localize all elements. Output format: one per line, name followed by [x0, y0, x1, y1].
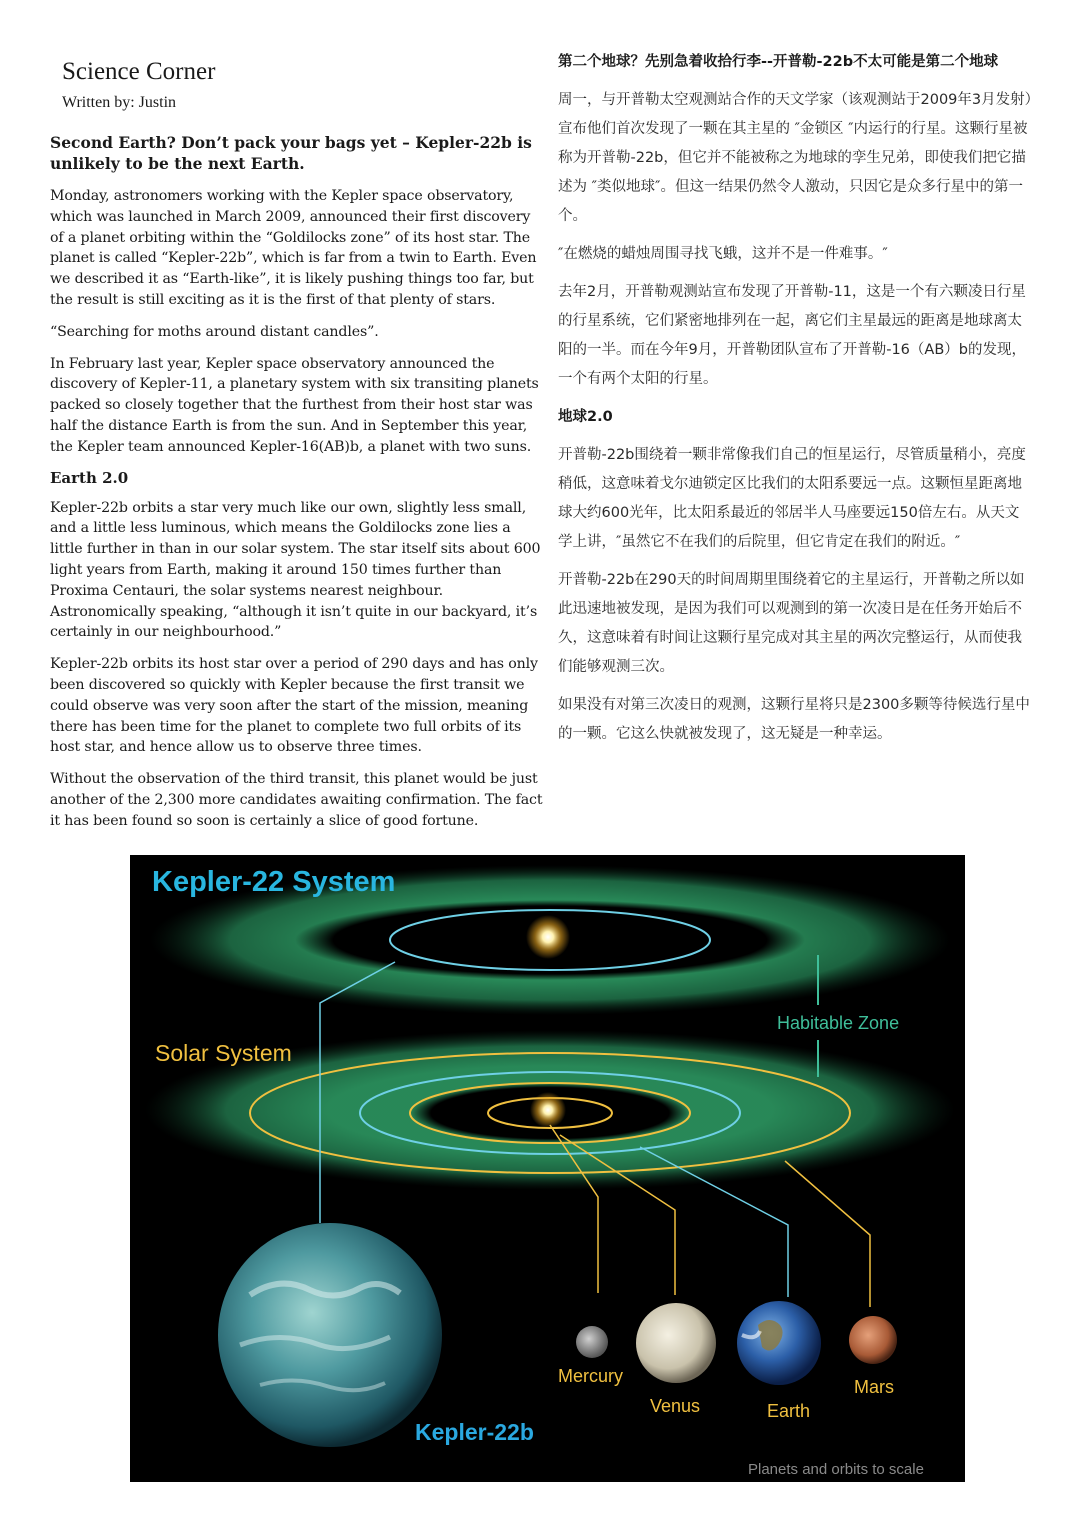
english-paragraph-6: Without the observation of the third transit, this planet would be just another of the 2,300 more candidates awaiting confirmation. The fact it has been found so soon is certainly a slice of good fortune.: [50, 771, 543, 829]
chinese-paragraph-4: 开普勒-22b围绕着一颗非常像我们自己的恒星运行，尽管质量稍小，亮度稍低，这意味着戈尔迪锁定区比我们的太阳系要远一点。这颗恒星距离地球大约600光年，比太阳系最近的邻居半人马座要远150倍左右。从天文学上讲，″虽然它不在我们的后院里，但它肯定在我们的附近。″: [558, 447, 1026, 550]
venus-planet: [636, 1303, 716, 1383]
kepler-22-star: [526, 915, 570, 959]
mars-planet: [849, 1316, 897, 1364]
scale-note: Planets and orbits to scale: [748, 1461, 924, 1478]
english-paragraph-3: In February last year, Kepler space observatory announced the discovery of Kepler-11, a planetary system with six transiting planets packed so closely together that the furthest from their host star was half the distance Earth is from the sun. And in September this year, the Kepler team announced Kepler-16(AB)b, a planet with two suns.: [50, 355, 539, 455]
mercury-planet: [576, 1326, 608, 1358]
english-headline: Second Earth? Don’t pack your bags yet – Kepler-22b is unlikely to be the next Earth.: [50, 133, 532, 173]
habitable-zone-label: Habitable Zone: [777, 1013, 900, 1033]
english-paragraph-2: “Searching for moths around distant candles”.: [50, 323, 379, 340]
kepler-22-system-figure: [130, 855, 965, 1482]
chinese-paragraph-5: 开普勒-22b在290天的时间周期里围绕着它的主星运行，开普勒之所以如此迅速地被发现，是因为我们可以观测到的第一次凌日是在任务开始后不久，这意味着有时间让这颗行星完成对其主星的两次完整运行，从而使我们能够观测三次。: [558, 572, 1025, 675]
english-paragraph-4: Kepler-22b orbits a star very much like our own, slightly less small, and a little less luminous, which means the Goldilocks zone lies a little further in than in our solar system. The star itself sits about 600 light years from Earth, making it around 150 times further than Proxima Centauri, the solar systems nearest neighbour. Astronomically speaking, “although it isn’t quite in our backyard, it’s certainly in our neighbourhood.”: [50, 499, 541, 641]
mars-label: Mars: [854, 1377, 894, 1397]
byline: Written by: Justin: [62, 94, 177, 111]
chinese-column: [558, 48, 1033, 758]
chinese-paragraph-2: ″在燃烧的蜡烛周围寻找飞蛾，这并不是一件难事。″: [558, 246, 888, 262]
mercury-label: Mercury: [558, 1366, 624, 1386]
system-diagram: [130, 855, 965, 1482]
mars-connector: [785, 1161, 870, 1307]
chinese-headline: 第二个地球？先别急着收拾行李--开普勒-22b不太可能是第二个地球: [558, 54, 999, 70]
chinese-paragraph-1: 周一，与开普勒太空观测站合作的天文学家（该观测站于2009年3月发射）宣布他们首次发现了一颗在其主星的 ″金锁区 ″内运行的行星。这颗行星被称为开普勒-22b，但它并不能被称之为地球的孪生兄弟，即使我们把它描述为 ″类似地球″。但这一结果仍然令人激动，只因它是众多行星中的第一个。: [558, 92, 1032, 224]
english-paragraph-1: Monday, astronomers working with the Kepler space observatory, which was launched in March 2009, announced their first discovery of a planet orbiting within the “Goldilocks zone” of its host star. The planet is called “Kepler-22b”, which is far from a twin to Earth. Even we described it as “Earth-like”, it is likely pushing things too far, but the result is still exciting as it is the first of that plenty of stars.: [50, 188, 537, 308]
venus-label: Venus: [650, 1396, 701, 1416]
earth-label: Earth: [767, 1401, 811, 1421]
chinese-subheading: 地球2.0: [558, 409, 613, 425]
solar-system-label: Solar System: [155, 1040, 292, 1066]
figure-title: Kepler-22 System: [152, 866, 396, 898]
masthead-title: Science Corner: [62, 58, 216, 85]
kepler-22b-label: Kepler-22b: [415, 1419, 534, 1445]
chinese-paragraph-3: 去年2月，开普勒观测站宣布发现了开普勒-11，这是一个有六颗凌日行星的行星系统，它们紧密地排列在一起，离它们主星最远的距离是地球离太阳的一半。而在今年9月，开普勒团队宣布了开普勒-16（AB）b的发现，一个有两个太阳的行星。: [558, 284, 1026, 387]
chinese-paragraph-6: 如果没有对第三次凌日的观测，这颗行星将只是2300多颗等待候选行星中的一颗。它这么快就被发现了，这无疑是一种幸运。: [558, 697, 1030, 742]
english-subheading: Earth 2.0: [50, 468, 129, 487]
english-paragraph-5: Kepler-22b orbits its host star over a period of 290 days and has only been discovered so quickly with Kepler because the first transit we could observe was very soon after the start of the mission, meaning there has been time for the planet to complete two full orbits of its host star, and hence allow us to observe three times.: [50, 656, 538, 756]
sun-star: [530, 1092, 566, 1128]
english-column: [50, 56, 545, 843]
kepler-22b-planet: [218, 1223, 442, 1447]
